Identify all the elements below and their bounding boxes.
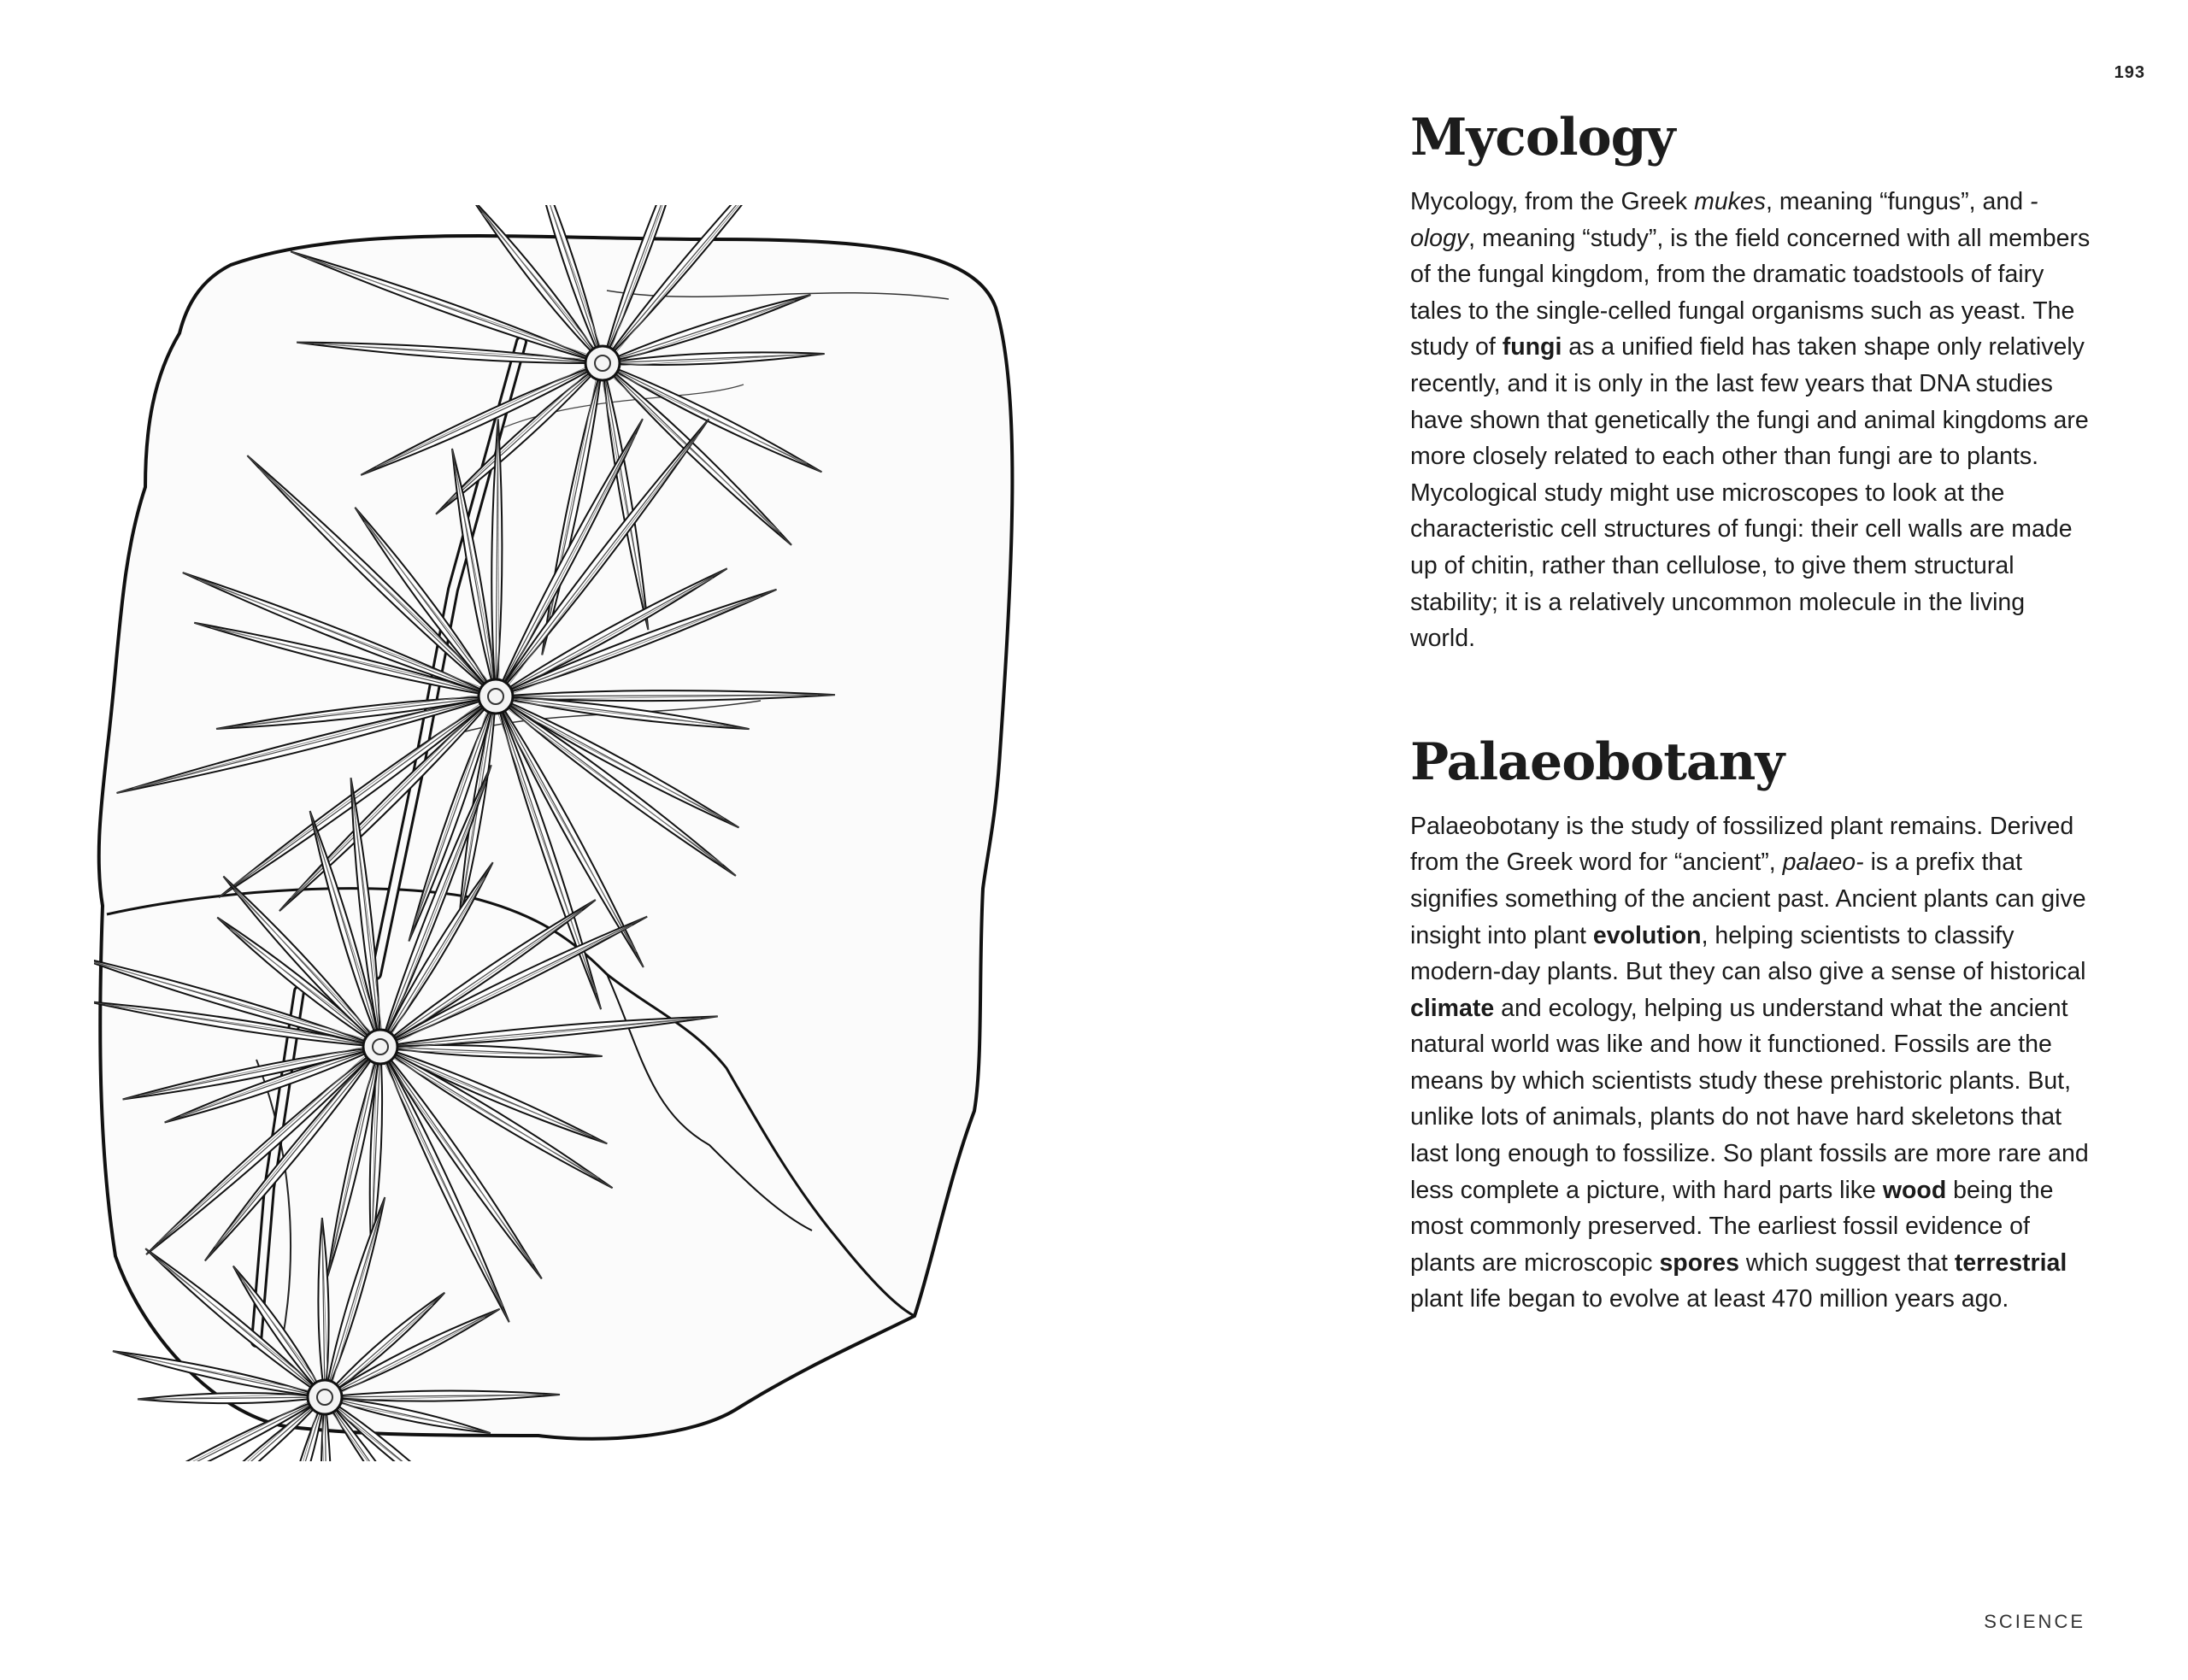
palaeobotany-keyword-wood: wood bbox=[1882, 1176, 1947, 1204]
mycology-term-mukes: mukes bbox=[1694, 188, 1767, 215]
fossil-node bbox=[479, 679, 513, 714]
palaeobotany-keyword-spores: spores bbox=[1659, 1248, 1739, 1277]
palaeobotany-text: Palaeobotany is the study of fossilized plant remains. Derived from the Greek word for “ancient”, bbox=[1410, 812, 2074, 877]
page-number: 193 bbox=[2114, 63, 2145, 82]
palaeobotany-keyword-evolution: evolution bbox=[1592, 921, 1702, 949]
section-footer: SCIENCE bbox=[1984, 1611, 2085, 1632]
mycology-text: Mycology, from the Greek bbox=[1410, 188, 1695, 215]
mycology-keyword-fungi: fungi bbox=[1502, 333, 1562, 361]
mycology-body bbox=[1410, 184, 2094, 657]
text-column bbox=[1410, 108, 2094, 1396]
palaeobotany-title: Palaeobotany bbox=[1410, 731, 1785, 792]
palaeobotany-text: is a prefix that signifies something of the ancient past. Ancient plants can give insight into plant bbox=[1410, 849, 2086, 949]
mycology-term-ology: -ology bbox=[1410, 188, 2038, 252]
palaeobotany-term-palaeo: palaeo- bbox=[1782, 849, 1864, 877]
palaeobotany-keyword-climate: climate bbox=[1410, 994, 1495, 1022]
palaeobotany-text: which suggest that bbox=[1738, 1248, 1955, 1277]
mycology-section bbox=[1410, 108, 2094, 657]
fossil-node bbox=[308, 1380, 342, 1414]
rock-outline bbox=[99, 236, 1013, 1439]
fossil-node bbox=[363, 1030, 397, 1064]
fossil-plant-illustration bbox=[94, 205, 1043, 1461]
palaeobotany-body bbox=[1410, 808, 2094, 1318]
mycology-title: Mycology bbox=[1410, 108, 1675, 167]
mycology-text: as a unified field has taken shape only relatively recently, and it is only in the last few years that DNA studies have shown that genetically the fungi and animal kingdoms are more closely related to each other than fungi are to plants. Mycological study might use microscopes to look at the characteristic cell structures of fungi: their cell walls are made up of chitin, rather than cellulose, to give them structural stability; it is a relatively uncommon molecule in the living world. bbox=[1410, 333, 2089, 653]
fossil-plant-engraving-icon bbox=[94, 205, 1043, 1461]
palaeobotany-keyword-terrestrial: terrestrial bbox=[1954, 1248, 2067, 1277]
mycology-text: , meaning “fungus”, and bbox=[1766, 188, 2030, 215]
mycology-text: , meaning “study”, is the field concerned with all members of the fungal kingdom, from the dramatic toadstools of fairy tales to the single-celled fungal organisms such as yeast. The study of bbox=[1410, 224, 2091, 361]
palaeobotany-text: , helping scientists to classify modern-day plants. But they can also give a sense of historical bbox=[1410, 921, 2086, 986]
palaeobotany-text: being the most commonly preserved. The earliest fossil evidence of plants are microscopic bbox=[1410, 1176, 2054, 1277]
palaeobotany-text: and ecology, helping us understand what the ancient natural world was like and how it functioned. Fossils are the means by which scientists study these prehistoric plants. But, unlike lots of animals, plants do not have hard skeletons that last long enough to fossilize. So plant fossils are more rare and less complete a picture, with hard parts like bbox=[1410, 994, 2089, 1204]
palaeobotany-section bbox=[1410, 731, 2094, 1318]
palaeobotany-text: plant life began to evolve at least 470 million years ago. bbox=[1410, 1285, 2009, 1313]
fossil-node bbox=[585, 346, 620, 380]
